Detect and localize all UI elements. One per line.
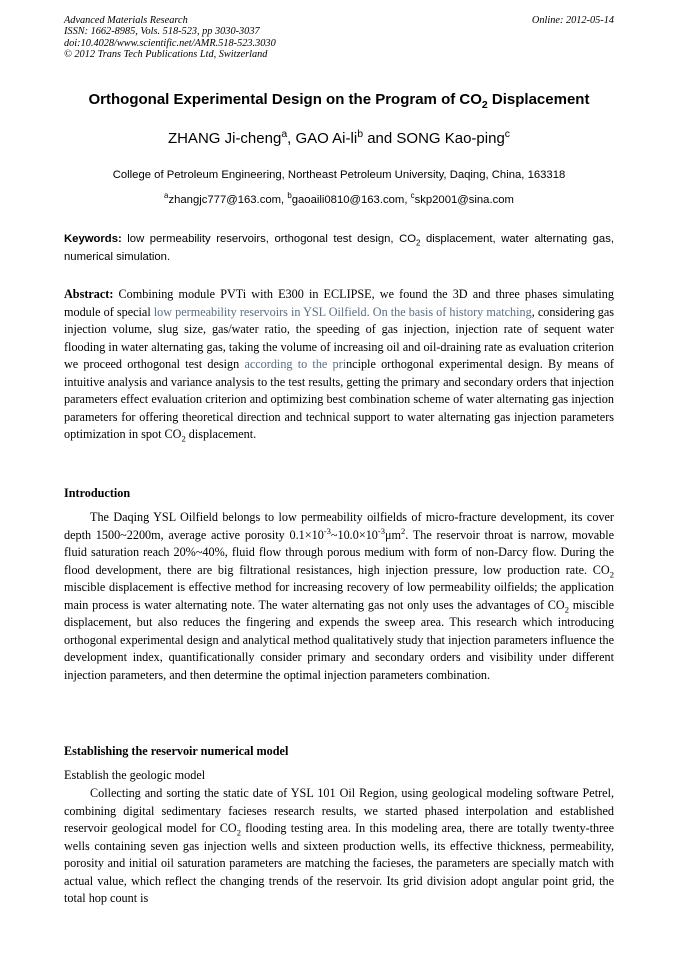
keywords-label: Keywords:	[64, 233, 122, 245]
email-link[interactable]: skp2001@sina.com	[414, 194, 514, 206]
body-text: flooding testing area. In this modeling area, there are totally twenty-three wells containing seven gas injection wells and sixteen production wells, its effective thickness, permeability, porosity and initial oil saturation parameters are matching the facieses, the parameters are specially match with actual value, which reflect the changing trends of the reservoir. Its grid division adopt angular point grid, the total hop count is	[64, 821, 614, 905]
author-emails	[40, 193, 638, 207]
abstract-highlight: low permeability reservoirs in YSL Oilfield. On the basis of history matching	[153, 304, 532, 319]
email-link[interactable]: zhangjc777@163.com,	[168, 194, 288, 206]
paper-title	[40, 91, 638, 109]
copyright-line: © 2012 Trans Tech Publications Ltd, Switzerland	[64, 49, 268, 61]
author-name: ZHANG Ji-cheng	[167, 130, 282, 147]
abstract-text-end: displacement.	[185, 427, 257, 441]
email-sup: a	[164, 191, 169, 201]
keywords-subscript: 2	[416, 238, 421, 248]
abstract	[64, 286, 614, 444]
superscript: -3	[323, 525, 331, 536]
email-link[interactable]: gaoaili0810@163.com,	[291, 194, 411, 206]
abstract-text: Combining module PVTi with E300 in ECLIPSE, we found the 3D and three phases simulating module of special	[64, 287, 614, 319]
online-date: Online: 2012-05-14	[531, 15, 614, 26]
body-text: The Daqing YSL Oilfield belongs to low permeability oilfields of micro-fracture development, its cover depth 1500~2200m, average active porosity 0.1×10	[64, 510, 614, 542]
author-sep: and	[363, 130, 397, 147]
abstract-subscript: 2	[181, 433, 186, 444]
subscript: 2	[564, 603, 569, 614]
author-sup: a	[281, 128, 288, 140]
superscript: -3	[377, 525, 385, 536]
author-name: SONG Kao-ping	[396, 130, 505, 147]
publication-header	[64, 15, 276, 61]
superscript: 2	[401, 525, 406, 536]
doi-line: doi:10.4028/www.scientific.net/AMR.518-523.3030	[64, 37, 276, 49]
author-list	[40, 130, 638, 148]
introduction-paragraph	[64, 509, 614, 684]
body-text: Collecting and sorting the static date of YSL 101 Oil Region, using geological modeling software Petrel, combining digital sedimentary facieses research results, we started phased interpolation and established reservoir geological model for CO	[64, 786, 614, 835]
body-text: ~10.0×10	[330, 527, 378, 542]
abstract-text: nciple orthogonal experimental design. By means of intuitive analysis and variance analysis to the test results, getting the primary and secondary orders that injection parameters effect evaluation criterion and optimizing best combination scheme of water alternating gas injection parameters for offering theoretical direction and technical support to water alternating gas injection parameters optimization in spot CO	[64, 357, 614, 441]
issn-line: ISSN: 1662-8985, Vols. 518-523, pp 3030-3037	[64, 26, 260, 38]
abstract-label: Abstract:	[64, 287, 114, 301]
email-sup: c	[410, 191, 415, 201]
title-text-end: Displacement	[487, 91, 590, 108]
author-sep: ,	[287, 130, 296, 147]
body-text: miscible displacement is effective method for increasing recovery of low permeability oilfields; the application main process is water alternating note. The water alternating gas not only uses the advantages of CO	[64, 580, 614, 612]
model-paragraph	[64, 785, 614, 908]
journal-name: Advanced Materials Research	[64, 15, 188, 26]
abstract-text: , considering gas injection volume, slug size, gas/water ratio, the speeding of gas injection, injection rate of sequent water flooding in water alternating gas, taking the volume of increasing oil and oil-draining rate as evaluation criterion we proceed orthogonal test design	[64, 304, 615, 371]
author-sup: b	[357, 128, 364, 140]
subsection-heading-geologic-model: Establish the geologic model	[64, 768, 206, 782]
section-heading-model: Establishing the reservoir numerical model	[64, 744, 289, 758]
title-subscript: 2	[481, 99, 488, 111]
title-text: Orthogonal Experimental Design on the Program of CO	[88, 91, 482, 108]
body-text: μm	[385, 527, 402, 542]
subscript: 2	[236, 827, 241, 838]
keywords-text-end: displacement, water alternating gas, numerical simulation.	[64, 233, 614, 263]
section-heading-introduction: Introduction	[64, 486, 131, 500]
email-sup: b	[287, 191, 292, 201]
author-name: GAO Ai-li	[295, 130, 358, 147]
body-text: . The reservoir throat is narrow, movable fluid saturation reach 20%~40%, fluid flow through porous medium with form of non-Darcy flow. During the flood development, there are big filtrational resistances, high injection pressure, low production rate. CO	[64, 527, 614, 577]
affiliation: College of Petroleum Engineering, Northeast Petroleum University, Daqing, China, 163318	[112, 169, 566, 181]
keywords	[64, 231, 614, 266]
subscript: 2	[609, 568, 614, 579]
abstract-highlight: according to the pri	[244, 357, 347, 371]
author-sup: c	[504, 128, 511, 140]
keywords-text: low permeability reservoirs, orthogonal test design, CO	[121, 233, 417, 245]
body-text: miscible displacement, but also reduces the fingering and expends the sweep area. This research which introducing orthogonal experimental design and analytical method qualitatively study that injection parameters influence the development index, quantificationally consider primary and secondary orders and visibility under different injection parameters, and then determine the optimal injection parameters combination.	[64, 597, 615, 682]
